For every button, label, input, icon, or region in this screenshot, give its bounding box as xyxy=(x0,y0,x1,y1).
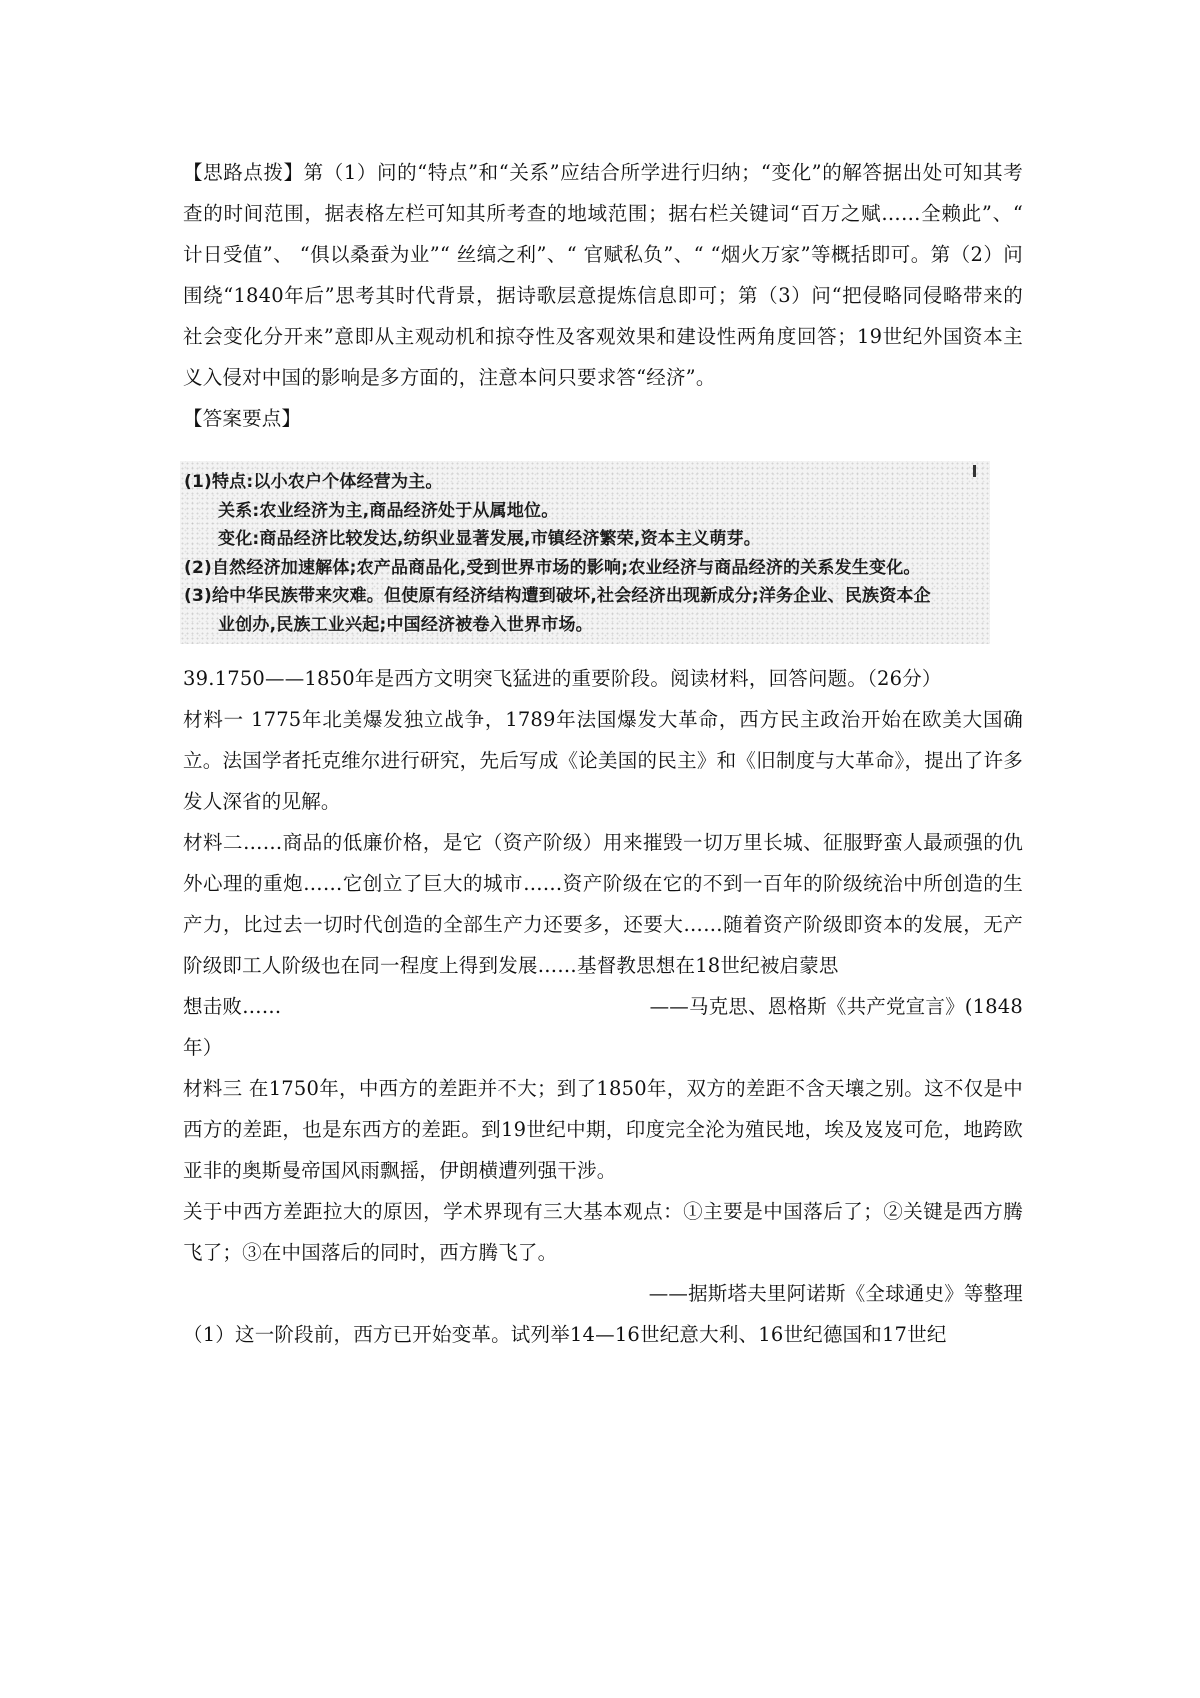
answer-scan-image xyxy=(180,461,990,644)
material-2-source-end: 年） xyxy=(183,1036,223,1059)
material-1: 材料一 1775年北美爆发独立战争，1789年法国爆发大革命，西方民主政治开始在欧美大国确立。法国学者托克维尔进行研究，先后写成《论美国的民主》和《旧制度与大革命》，提出了许多发人深省的见解。 xyxy=(183,708,1023,813)
scan-mark xyxy=(973,465,976,477)
hint-paragraph: 【思路点拨】第（1）问的“特点”和“关系”应结合所学进行归纳；“变化”的解答据出处可知其考查的时间范围，据表格左栏可知其所考查的地域范围；据右栏关键词“百万之赋……全赖此”、“ 计日受值”、 “俱以桑蚕为业”“ 丝缟之利”、“ 官赋私负”、“ “烟火万家”等概括即可。第（2）问围绕“1840年后”思考其时代背景，据诗歌层意提炼信息即可；第（3）问“把侵略同侵略带来的社会变化分开来”意即从主观动机和掠夺性及客观效果和建设性两角度回答；19世纪外国资本主义入侵对中国的影响是多方面的，注意本问只要求答“经济”。 xyxy=(183,161,1023,389)
answer-line-6: 业创办,民族工业兴起;中国经济被卷入世界市场。 xyxy=(218,614,593,635)
material-2-body: 材料二……商品的低廉价格，是它（资产阶级）用来摧毁一切万里长城、征服野蛮人最顽强的仇外心理的重炮……它创立了巨大的城市……资产阶级在它的不到一百年的阶级统治中所创造的生产力，比过去一切时代创造的全部生产力还要多，还要大……随着资产阶级即资本的发展，无产阶级即工人阶级也在同一程度上得到发展……基督教思想在18世纪被启蒙思 xyxy=(183,831,1023,977)
question-39-title: 39.1750——1850年是西方文明突飞猛进的重要阶段。阅读材料，回答问题。（26分） xyxy=(183,667,942,690)
material-3-source: ——据斯塔夫里阿诺斯《全球通史》等整理 xyxy=(648,1282,1023,1305)
material-2-source: ——马克思、恩格斯《共产党宣言》(1848 xyxy=(649,995,1023,1018)
material-3-paragraph-2: 关于中西方差距拉大的原因，学术界现有三大基本观点：①主要是中国落后了；②关键是西方腾飞了；③在中国落后的同时，西方腾飞了。 xyxy=(183,1200,1023,1264)
sub-question-1: （1）这一阶段前，西方已开始变革。试列举14—16世纪意大利、16世纪德国和17世纪 xyxy=(183,1323,947,1346)
answer-line-1: (1)特点:以小农户个体经营为主。 xyxy=(184,472,443,492)
material-2-source-line xyxy=(183,986,1023,1027)
answer-line-3: 变化:商品经济比较发达,纺织业显著发展,市镇经济繁荣,资本主义萌芽。 xyxy=(218,529,761,549)
document-content xyxy=(183,152,1023,1355)
material-2-tail: 想击败…… xyxy=(183,995,282,1018)
answer-heading: 【答案要点】 xyxy=(183,407,302,430)
answer-line-4: (2)自然经济加速解体;农产品商品化,受到世界市场的影响;农业经济与商品经济的关系发生变化。 xyxy=(184,557,921,578)
answer-line-5: (3)给中华民族带来灾难。但使原有经济结构遭到破坏,社会经济出现新成分;洋务企业、民族资本企 xyxy=(184,586,931,606)
answer-line-2: 关系:农业经济为主,商品经济处于从属地位。 xyxy=(218,500,559,521)
material-3-paragraph-1: 材料三 在1750年，中西方的差距并不大；到了1850年，双方的差距不含天壤之别。这不仅是中西方的差距，也是东西方的差距。到19世纪中期，印度完全沦为殖民地，埃及岌岌可危，地跨欧亚非的奥斯曼帝国风雨飘摇，伊朗横遭列强干涉。 xyxy=(183,1077,1023,1182)
